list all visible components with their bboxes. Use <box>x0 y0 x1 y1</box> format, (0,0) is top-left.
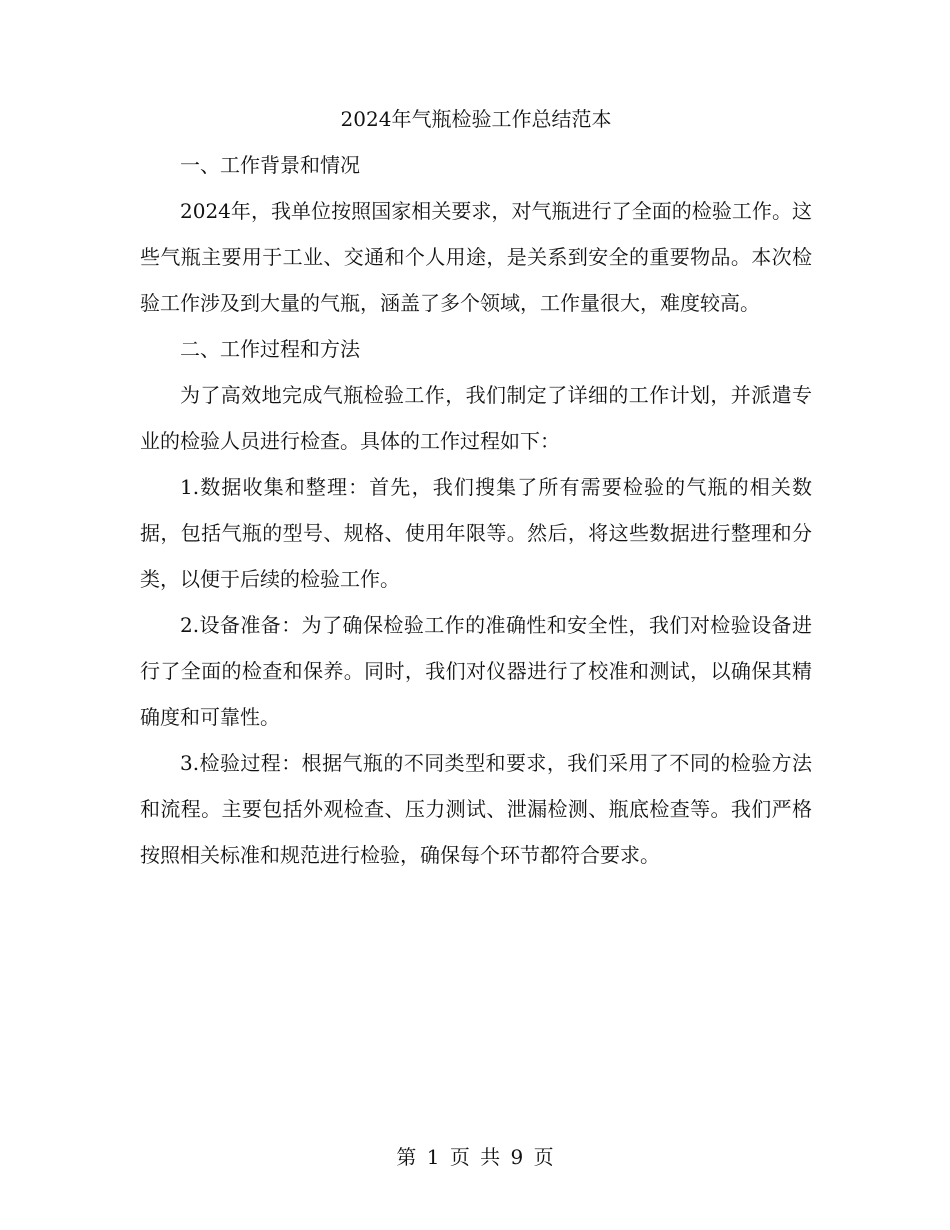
document-body <box>140 96 812 878</box>
section-heading-background: 一、工作背景和情况 <box>180 153 360 177</box>
page-number-footer: 第 1 页 共 9 页 <box>396 1145 554 1169</box>
section-heading-process: 二、工作过程和方法 <box>180 337 360 361</box>
paragraph-background: 2024年，我单位按照国家相关要求，对气瓶进行了全面的检验工作。这些气瓶主要用于工业、交通和个人用途，是关系到安全的重要物品。本次检验工作涉及到大量的气瓶，涵盖了多个领域，工作量很大，难度较高。 <box>140 199 812 315</box>
paragraph-data-collection: 1.数据收集和整理：首先，我们搜集了所有需要检验的气瓶的相关数据，包括气瓶的型号、规格、使用年限等。然后，将这些数据进行整理和分类，以便于后续的检验工作。 <box>140 475 812 591</box>
paragraph-process-intro: 为了高效地完成气瓶检验工作，我们制定了详细的工作计划，并派遣专业的检验人员进行检查。具体的工作过程如下： <box>140 383 812 453</box>
paragraph-inspection-process: 3.检验过程：根据气瓶的不同类型和要求，我们采用了不同的检验方法和流程。主要包括外观检查、压力测试、泄漏检测、瓶底检查等。我们严格按照相关标准和规范进行检验，确保每个环节都符合要求。 <box>140 751 812 867</box>
document-title: 2024年气瓶检验工作总结范本 <box>340 107 612 131</box>
paragraph-equipment-prep: 2.设备准备：为了确保检验工作的准确性和安全性，我们对检验设备进行了全面的检查和保养。同时，我们对仪器进行了校准和测试，以确保其精确度和可靠性。 <box>140 613 812 729</box>
